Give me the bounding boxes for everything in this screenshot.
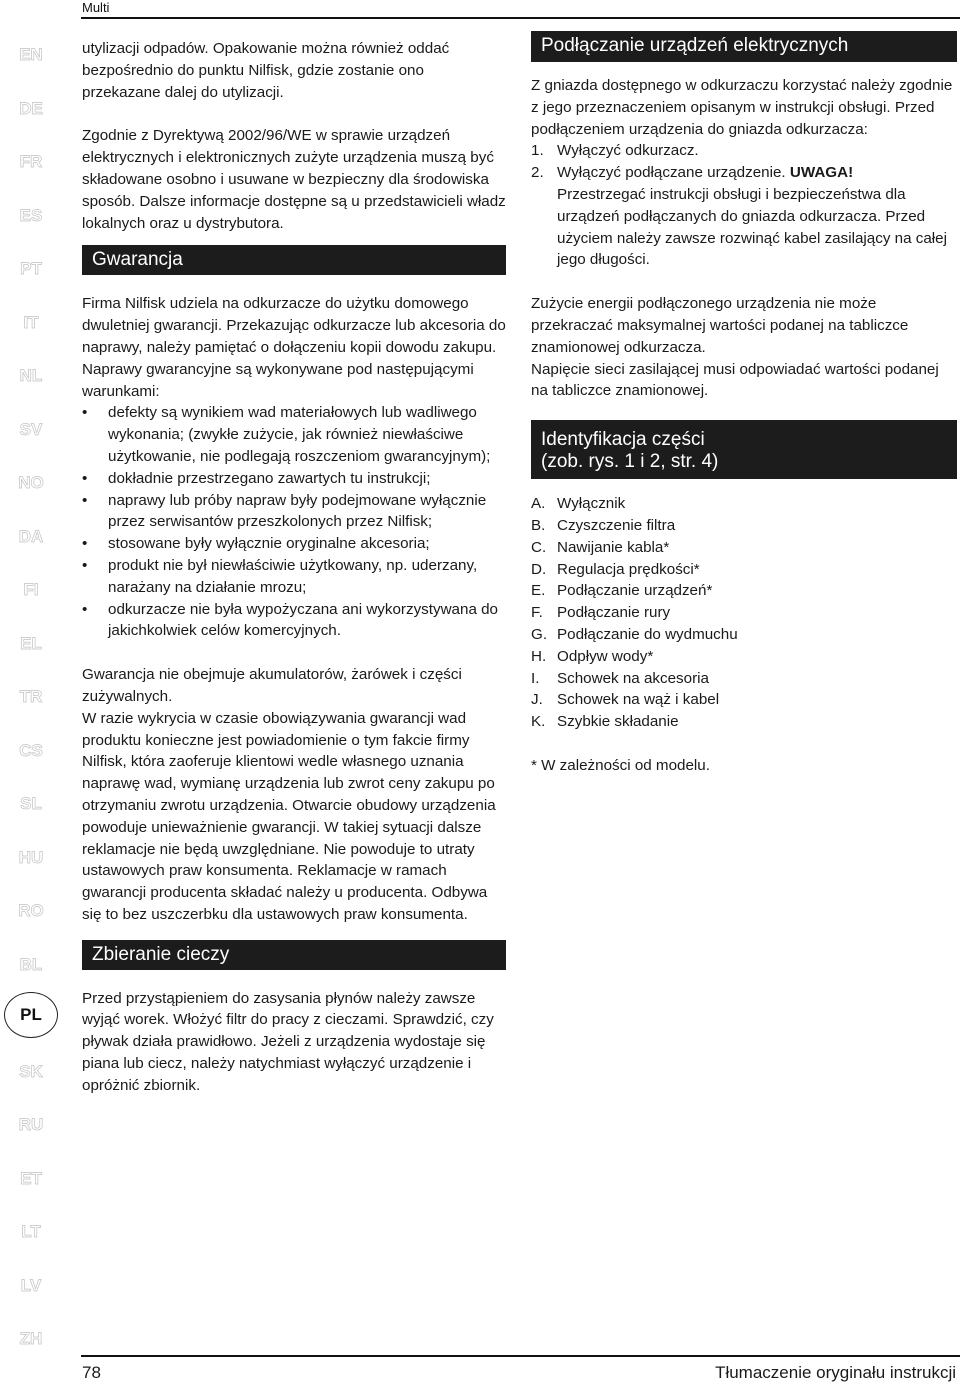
lang-tab-el[interactable]: EL <box>20 634 42 653</box>
power-consumption-note: Zużycie energii podłączonego urządzenia nie może przekraczać maksymalnej wartości podanej na tabliczce znamionowej odkurzacza. <box>531 295 909 356</box>
warranty-conditions-list <box>82 402 506 642</box>
part-letter: H. <box>531 647 547 665</box>
lang-tab-zh[interactable]: ZH <box>19 1329 43 1348</box>
model-footnote: * W zależności od modelu. <box>531 756 710 774</box>
lang-tab-nl[interactable]: NL <box>19 366 43 385</box>
voltage-note: Napięcie sieci zasilającej musi odpowiadać wartości podanej na tabliczce znamionowej. <box>531 360 939 400</box>
list-item: • odkurzacze nie była wypożyczana ani wykorzystywana do jakichkolwiek celów komercyjnych. <box>82 599 506 643</box>
part-name: Podłączanie do wydmuchu <box>557 625 738 643</box>
lang-tab-da[interactable]: DA <box>18 527 44 546</box>
part-name: Szybkie składanie <box>557 713 679 731</box>
part-letter: G. <box>531 625 548 643</box>
step-text: Wyłączyć odkurzacz. <box>557 142 699 160</box>
step-warning-text: Przestrzegać instrukcji obsługi i bezpieczeństwa dla urządzeń podłączanych do gniazda odkurzacza. Przed użyciem należy zawsze rozwinąć kabel zasilający na całej jego długości. <box>557 185 947 269</box>
list-item <box>531 668 957 690</box>
part-letter: E. <box>531 582 546 600</box>
lang-tab-sl[interactable]: SL <box>20 794 42 813</box>
lang-tab-fr[interactable]: FR <box>19 152 43 171</box>
lang-tab-hu[interactable]: HU <box>18 848 44 867</box>
header-rule <box>81 17 960 19</box>
lang-tab-pl-active[interactable]: PL <box>4 992 58 1038</box>
part-name: Schowek na akcesoria <box>557 669 709 687</box>
left-column <box>82 38 506 1097</box>
lang-tab-no[interactable]: NO <box>18 473 44 492</box>
list-item: • stosowane były wyłącznie oryginalne akcesoria; <box>82 533 506 555</box>
part-name: Regulacja prędkości* <box>557 560 700 578</box>
lang-tab-en[interactable]: EN <box>19 45 43 64</box>
lang-tab-lt[interactable]: LT <box>21 1222 41 1241</box>
part-name: Wyłącznik <box>557 495 626 513</box>
footer-caption: Tłumaczenie oryginału instrukcji <box>715 1363 956 1382</box>
part-name: Podłączanie urządzeń* <box>557 582 713 600</box>
part-letter: D. <box>531 560 547 578</box>
lang-tab-cs[interactable]: CS <box>19 741 43 760</box>
step-number: 1. <box>531 142 544 160</box>
list-item <box>531 493 957 515</box>
header-label: Multi <box>82 0 110 15</box>
list-item <box>531 602 957 624</box>
part-name: Odpływ wody* <box>557 647 654 665</box>
lang-tab-ru[interactable]: RU <box>18 1115 44 1134</box>
list-item <box>531 689 957 711</box>
electrical-heading: Podłączanie urządzeń elektrycznych <box>531 31 957 62</box>
part-letter: C. <box>531 538 547 556</box>
list-item <box>531 580 957 602</box>
list-item: • produkt nie był niewłaściwie użytkowany, np. uderzany, narażany na działanie mrozu; <box>82 555 506 599</box>
part-name: Podłączanie rury <box>557 604 671 622</box>
lang-tab-it[interactable]: IT <box>23 313 39 332</box>
part-name: Czyszczenie filtra <box>557 516 676 534</box>
liquid-pickup-heading: Zbieranie cieczy <box>82 940 506 970</box>
list-item: • dokładnie przestrzegano zawartych tu instrukcji; <box>82 468 506 490</box>
part-letter: I. <box>531 669 540 687</box>
part-letter: F. <box>531 604 543 622</box>
lang-tab-pt[interactable]: PT <box>20 259 42 278</box>
lang-tab-bl[interactable]: BL <box>19 955 43 974</box>
part-letter: J. <box>531 691 543 709</box>
step-number: 2. <box>531 164 544 182</box>
list-item <box>531 646 957 668</box>
step-text: Wyłączyć podłączane urządzenie. <box>557 164 786 182</box>
part-letter: A. <box>531 495 546 513</box>
list-item: • defekty są wynikiem wad materiałowych lub wadliwego wykonania; (zwykłe zużycie, jak również niewłaściwe użytkowanie, nie podlegają roszczeniom gwarancyjnym); <box>82 402 506 467</box>
right-column <box>531 31 957 777</box>
list-item <box>531 559 957 581</box>
lang-tab-et[interactable]: ET <box>20 1169 42 1188</box>
parts-heading <box>531 420 957 479</box>
warranty-exclusions: Gwarancja nie obejmuje akumulatorów, żarówek i części zużywalnych. <box>82 666 462 705</box>
part-letter: B. <box>531 516 546 534</box>
list-item <box>531 140 957 162</box>
lang-tab-es[interactable]: ES <box>19 206 43 225</box>
disposal-paragraph: utylizacji odpadów. Opakowanie można również oddać bezpośrednio do punktu Nilfisk, gdzie zostanie ono przekazane dalej do utylizacji. <box>82 40 450 101</box>
list-item <box>531 162 957 271</box>
electrical-steps <box>531 140 957 271</box>
liquid-pickup-paragraph: Przed przystąpieniem do zasysania płynów należy zawsze wyjąć worek. Włożyć filtr do pracy z cieczami. Sprawdzić, czy pływak działa prawidłowo. Jeżeli z urządzenia wydostaje się piana lub ciecz, należy natychmiast wyłączyć urządzenie i opróżnić zbiornik. <box>82 989 494 1094</box>
parts-heading-line1: Identyfikacja części <box>541 429 705 451</box>
weee-paragraph: Zgodnie z Dyrektywą 2002/96/WE w sprawie urządzeń elektrycznych i elektronicznych zużyte urządzenia muszą być składowane osobno i usuwane w bezpieczny dla środowiska sposób. Dalsze informacje dostępne są u przedstawicieli władz lokalnych oraz u dystrybutora. <box>82 127 506 232</box>
part-name: Schowek na wąż i kabel <box>557 691 720 709</box>
footer-rule <box>81 1355 960 1357</box>
warranty-intro: Firma Nilfisk udziela na odkurzacze do użytku domowego dwuletniej gwarancji. Przekazując odkurzacze lub akcesoria do naprawy, należy pamiętać o dołączeniu kopii dowodu zakupu. <box>82 295 506 356</box>
parts-heading-line2: (zob. rys. 1 i 2, str. 4) <box>541 451 719 473</box>
warning-label: UWAGA! <box>789 164 854 182</box>
electrical-intro: Z gniazda dostępnego w odkurzaczu korzystać należy zgodnie z jego przeznaczeniem opisanym w instrukcji obsługi. Przed podłączeniem urządzenia do gniazda odkurzacza: <box>531 77 953 138</box>
lang-tab-lv[interactable]: LV <box>20 1276 42 1295</box>
part-letter: K. <box>531 713 546 731</box>
lang-tab-de[interactable]: DE <box>19 99 43 118</box>
page-number: 78 <box>82 1363 101 1382</box>
lang-tab-sv[interactable]: SV <box>19 420 43 439</box>
parts-list <box>531 493 957 733</box>
lang-tab-ro[interactable]: RO <box>18 901 44 920</box>
list-item <box>531 711 957 733</box>
warranty-conditions-intro: Naprawy gwarancyjne są wykonywane pod następującymi warunkami: <box>82 360 474 400</box>
part-name: Nawijanie kabla* <box>557 538 670 556</box>
warranty-claims: W razie wykrycia w czasie obowiązywania gwarancji wad produktu konieczne jest powiadomienie o tym fakcie firmy Nilfisk, która zaoferuje klientowi wedle własnego uznania naprawę wad, wymianę urządzenia lub zwrot ceny zakupu po otrzymaniu zwrotu urządzenia. Otwarcie obudowy urządzenia powoduje unieważnienie gwarancji. W takiej sytuacji dalsze reklamacje nie będą uwzględniane. Nie powoduje to utraty ustawowych praw konsumenta. Reklamacje w ramach gwarancji producenta składać należy u producenta. Odbywa się to bez uszczerbku dla ustawowych praw konsumenta. <box>82 709 496 923</box>
lang-tab-fi[interactable]: FI <box>23 580 39 599</box>
list-item <box>531 515 957 537</box>
warranty-heading: Gwarancja <box>82 245 506 275</box>
list-item: • naprawy lub próby napraw były podejmowane wyłącznie przez serwisantów przeszkolonych przez Nilfisk; <box>82 490 506 534</box>
list-item <box>531 537 957 559</box>
lang-tab-tr[interactable]: TR <box>19 687 43 706</box>
list-item <box>531 624 957 646</box>
lang-tab-sk[interactable]: SK <box>19 1062 43 1081</box>
